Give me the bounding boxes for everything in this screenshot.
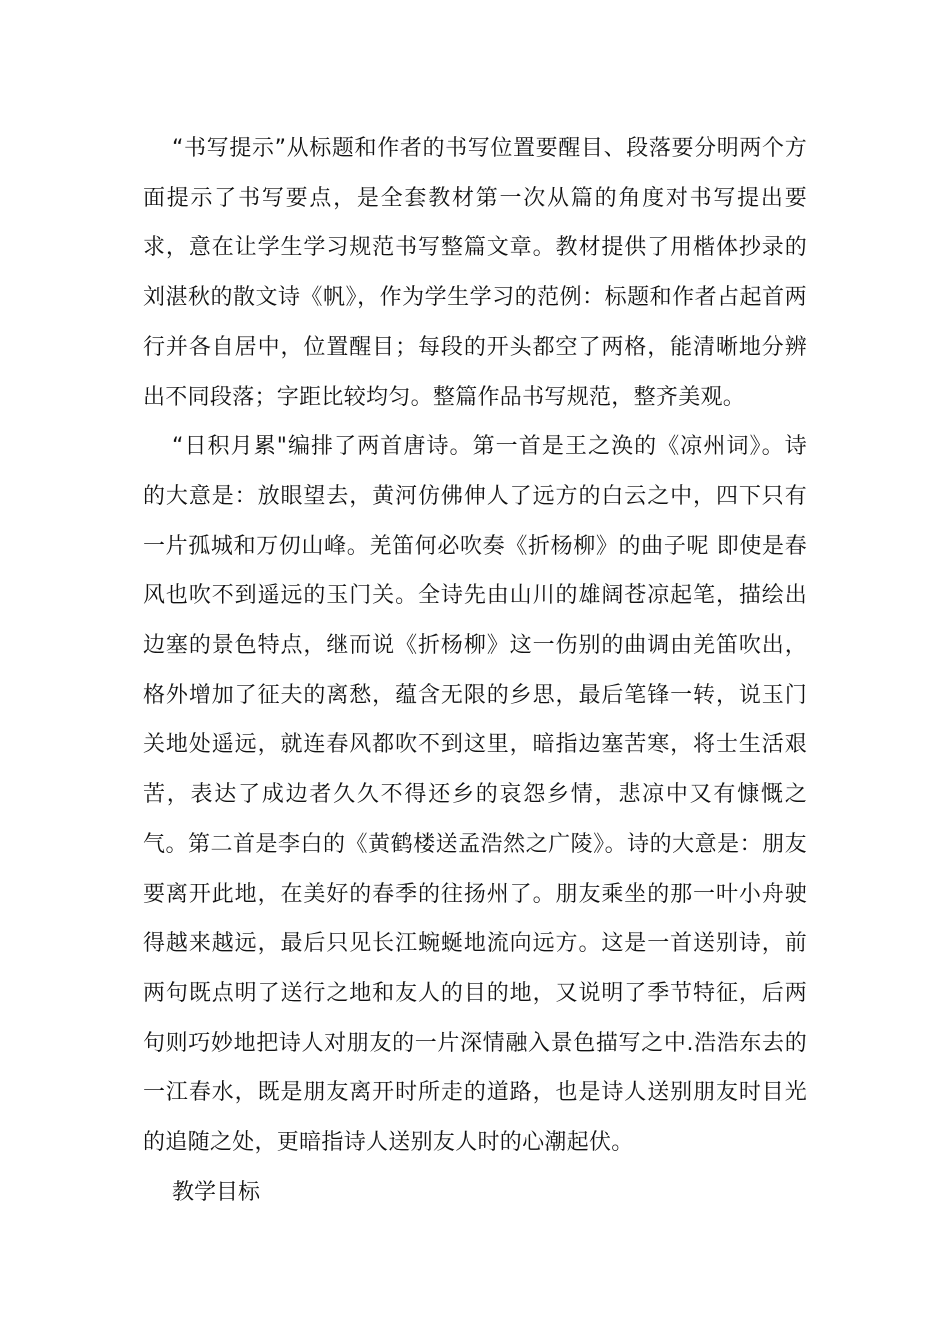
paragraph-daily-accumulation: “日积月累"编排了两首唐诗。第一首是王之涣的《凉州词》。诗的大意是：放眼望去，黄河仿佛伸人了远方的白云之中，四下只有一片孤城和万仞山峰。羌笛何必吹奏《折杨柳》的曲子呢 即使是春风也吹不到遥远的玉门关。全诗先由山川的雄阔苍凉起笔，描绘出边塞的景色特点，继而说《折杨柳》这一伤别的曲调由羌笛吹出，格外增加了征夫的离愁，蕴含无限的乡思，最后笔锋一转，说玉门关地处遥远，就连春风都吹不到这里，暗指边塞苦寒，将士生活艰苦，表达了成边者久久不得还乡的哀怨乡情，悲凉中又有慷慨之气。第二首是李白的《黄鹤楼送孟浩然之广陵》。诗的大意是：朋友要离开此地，在美好的春季的往扬州了。朋友乘坐的那一叶小舟驶得越来越远，最后只见长江蜿蜒地流向远方。这是一首送别诗，前两句既点明了送行之地和友人的目的地，又说明了季节特征，后两句则巧妙地把诗人对朋友的一片深情融入景色描写之中.浩浩东去的一江春水，既是朋友离开时所走的道路，也是诗人送别朋友时目光的追随之处，更暗指诗人送别友人时的心潮起伏。 bbox=[143, 434, 807, 1156]
section-heading-teaching-goals: 教学目标 bbox=[172, 1179, 261, 1205]
paragraph-writing-tips: “书写提示”从标题和作者的书写位置要醒目、段落要分明两个方面提示了书写要点，是全套教材第一次从篇的角度对书写提出要求，意在让学生学习规范书写整篇文章。教材提供了用楷体抄录的刘湛秋的散文诗《帆》，作为学生学习的范例：标题和作者占起首两行并各自居中，位置醒目；每段的开头都空了两格，能清晰地分辨出不同段落；字距比较均匀。整篇作品书写规范，整齐美观。 bbox=[143, 136, 807, 410]
document-page bbox=[143, 124, 807, 1217]
